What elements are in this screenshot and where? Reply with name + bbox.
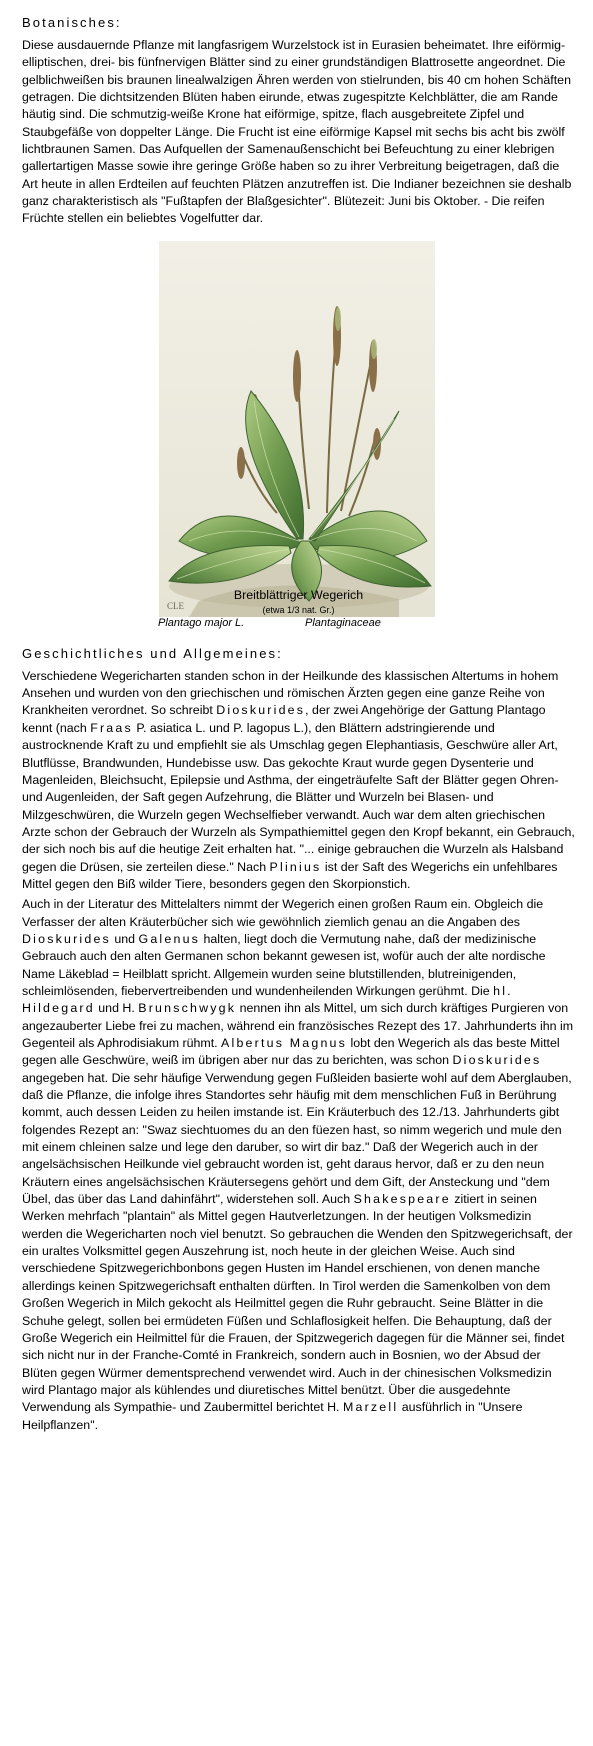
text-run: halten, liegt doch die Vermutung nahe, daß der medizinische Gebrauch auch den alten Germanen schon bekannt gewesen ist, wofür auch der alte nordische Name Läkeblad = Heilblatt spricht. Allgemein wurden seine blutstillenden, blutreinigenden, schleimlösenden, fiebervertreibenden und wundenheilenden Wirkungen gerühmt. Die <box>22 931 546 998</box>
figure-caption: Breitblättriger Wegerich <box>233 587 364 602</box>
text-run: und H. <box>94 1001 139 1016</box>
text-run: nennen ihn als Mittel, um sich durch kräftiges Purgieren von angezauberter Liebe frei zu machen, während ein französisches Rezept des 17. Jahrhunderts ihn im Gegenteil als Aphrodisiakum rühmt. <box>22 1001 574 1050</box>
document-page <box>22 0 575 1434</box>
botanisches-paragraph: Diese ausdauernde Pflanze mit langfasrigem Wurzelstock ist in Eurasien beheimatet. Ihre eiförmig-elliptischen, drei- bis fünfnervigen Blätter sind zu einer grundständigen Blattrosette angeordnet. Die gelblichweißen bis braunen linealwalzigen Ähren werden von stielrunden, bis 40 cm hohen Schäften getragen. Die dichtsitzenden Blüten haben eirunde, etwas zugespitzte Kelchblätter, die am Rande häutig sind. Die schmutzig-weiße Krone hat eiförmige, spitze, flach ausgebreitete Zipfel und Staubgefäße von doppelter Länge. Die Frucht ist eine eiförmige Kapsel mit sechs bis acht bis zwölf lichtbraunen Samen. Das Aufquellen der Samenaußenschicht bei Befeuchtung zu einer klebrigen gallertartigen Masse sowie ihre geringe Größe haben so zu ihrer Verbreitung beigetragen, daß die Art heute in allen Erdteilen auf feuchten Plätzen anzutreffen ist. Die Indianer bezeichnen sie deshalb ganz charakteristisch als "Fußtapfen der Blaßgesichter". Blütezeit: Juni bis Oktober. - Die reifen Früchte stellen ein beliebtes Vogelfutter dar. <box>22 38 572 226</box>
person-name: Galenus <box>138 931 201 946</box>
text-run: Verschiedene Wegericharten standen schon in der Heilkunde des klassischen Altertums in hohem Ansehen und wurden von den griechischen und römischen Ärzten gegen eine ganze Reihe von Krankheiten verordnet. So schreibt <box>22 668 559 718</box>
text-run: Auch in der Literatur des Mittelalters nimmt der Wegerich einen großen Raum ein. Obgleich die Verfasser der alten Kräuterbücher sich wie gewöhnlich ziemlich genau an die Angaben des <box>22 897 544 929</box>
text-run: P. asiatica L. und P. lagopus L.), den Blättern adstringierende und austrocknende Kraft zu und empfiehlt sie als Umschlag gegen Elephantiasis, Geschwüre aller Art, Blutflüsse, Brandwunden, Hundebisse usw. Das gekochte Kraut wurde gegen Dysenterie und Magenleiden, Bleichsucht, Epilepsie und Asthma, der eingeträufelte Saft der Blätter gegen Ohren- und Augenleiden, der Saft gegen Aufzehrung, die Blätter und Wurzeln bei Blasen- und Milzgeschwüren, die Wurzeln gegen Wechselfieber verwandt. Auch war dem alten griechischen Arzte schon der Gebrauch der Wurzeln als Sympathiemittel gegen den Kropf bekannt, ein Gebrauch, der sich noch bis auf die heutige Zeit erhalten hat. "... einige gebrauchen die Wurzeln als Halsband gegen die Drüsen, sie zerteilen diese." Nach <box>22 720 575 874</box>
geschichtliches-paragraph-1 <box>22 668 575 893</box>
person-name: Dioskurides <box>452 1053 542 1068</box>
person-name: Shakespeare <box>353 1192 451 1207</box>
figure-latin-name: Plantago major L. <box>158 616 245 629</box>
figure-family-name: Plantaginaceae <box>305 616 381 629</box>
person-name: Brunschwygk <box>138 1001 237 1016</box>
figure <box>22 241 575 633</box>
person-name: Albertus Magnus <box>221 1036 348 1050</box>
geschichtliches-paragraph-2 <box>22 896 575 1434</box>
plantain-illustration <box>159 241 435 617</box>
person-name: hl. Hildegard <box>22 983 513 1016</box>
person-name: Plinius <box>269 859 322 874</box>
section-heading-botanisches: Botanisches: <box>22 15 122 30</box>
svg-text:CLE: CLE <box>167 600 184 611</box>
person-name: Dioskurides <box>22 931 111 946</box>
text-run: und <box>110 931 139 946</box>
person-name: Dioskurides <box>216 703 306 718</box>
person-name: Marzell <box>342 1400 399 1415</box>
text-run: ist der Saft des Wegerichs ein unfehlbares Mittel gegen den Biß wilder Tiere, besonders gegen den Skorpionstich. <box>22 859 558 891</box>
person-name: Fraas <box>90 720 133 735</box>
text-run: ausführlich in "Unsere Heilpflanzen". <box>22 1400 523 1432</box>
text-run: zitiert in seinen Werken mehrfach "plantain" als Mittel gegen Hautverletzungen. In der heutigen Volksmedizin werden die Wegericharten noch viel benutzt. So gebrauchen die Wenden den Spitzwegerichsaft, der ein uraltes Volksmittel gegen Auszehrung ist, noch heute in der gleichen Weise. Auch sind verschiedene Spitzwegerichbonbons gegen Husten im Handel erschienen, von denen manche allerdings keinen Spitzwegerichsaft enthalten dürften. In Tirol werden die Samenkolben von dem Großen Wegerich in Milch gekocht als Heilmittel gegen die Ruhr gebraucht. Seine Blätter in die Schuhe gelegt, sollen bei ermüdeten Füßen und Schlaflosigkeit helfen. Die Behauptung, daß der Große Wegerich ein Heilmittel für die Frauen, der Spitzwegerich dagegen für die Männer sei, findet sich nicht nur in der Franche-Comté in Frankreich, sondern auch in Bosnien, wo der Absud der Blüten gegen Würmer dementsprechend verwendet wird. Auch in der chinesischen Volksmedizin wird Plantago major als kühlendes und diuretisches Mittel benützt. Über die ausgedehnte Verwendung als Sympathie- und Zaubermittel berichtet H. <box>22 1192 573 1415</box>
text-run: , der zwei Angehörige der Gattung Plantago kennt (nach <box>22 703 546 735</box>
text-run: lobt den Wegerich als das beste Mittel gegen alle Geschwüre, weiß im übrigen aber nur das zu berichten, was schon <box>22 1036 560 1068</box>
text-run: angegeben hat. Die sehr häufige Verwendung gegen Fußleiden basierte wohl auf dem Aberglauben, daß die Pflanze, die infolge ihres Standortes sehr häufig mit dem menschlichen Fuß in Berührung kommt, auch dessen Leiden zu heilen imstande ist. Ein Kräuterbuch des 12./13. Jahrhunderts gibt folgendes Rezept an: "Swaz siechtuomes du an den füezen hast, so nimm wegerich und mule den mit einem chleinen salze und lege den daruber, so wirt dir baz." Daß der Wegerich auch in der angelsächsischen Heilkunde viel gebraucht worden ist, geht daraus hervor, daß er zu den neun Kräutern eines angelsächsischen Kräutersegens gehört und dem Gift, der Ansteckung und "dem Übel, das über das Land dahinfährt", widerstehen soll. Auch <box>22 1070 572 1207</box>
figure-scale: (etwa 1/3 nat. Gr.) <box>262 604 335 615</box>
section-heading-geschichtliches: Geschichtliches und Allgemeines: <box>22 645 283 661</box>
